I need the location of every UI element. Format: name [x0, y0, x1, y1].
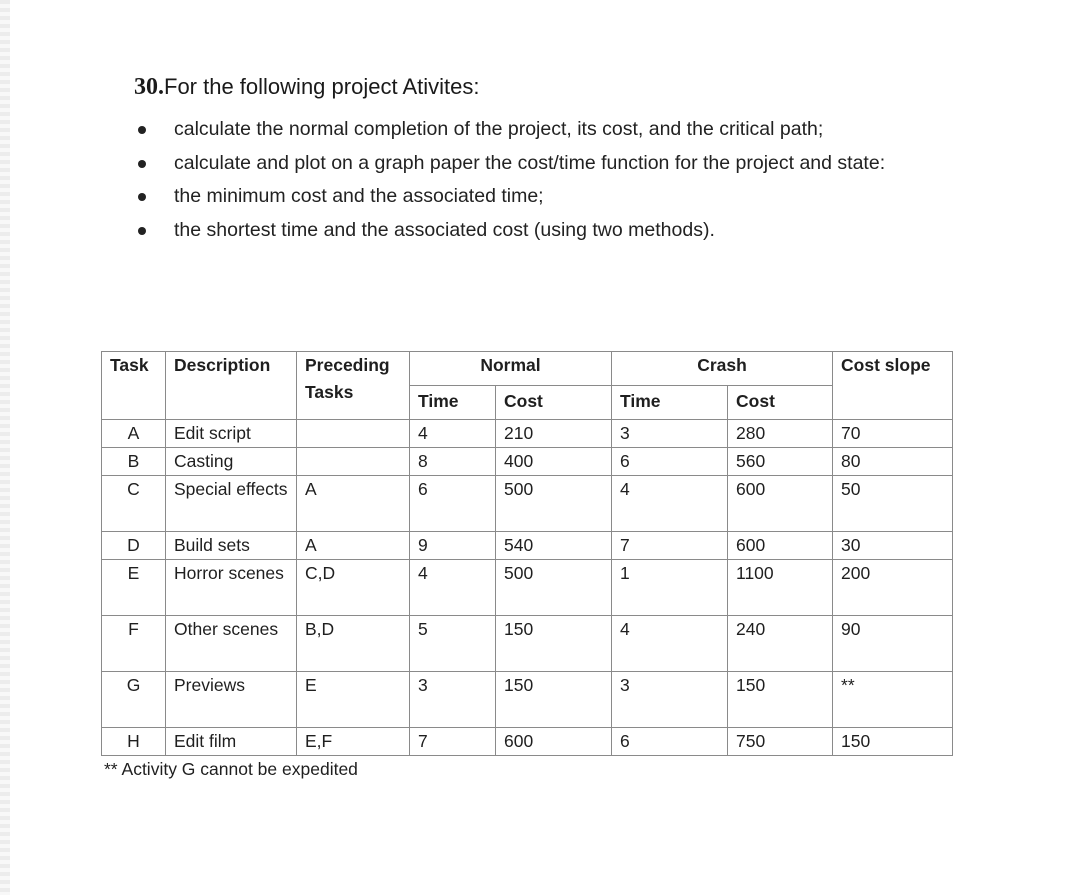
table-row	[102, 616, 953, 672]
instruction-item	[136, 113, 885, 147]
table-cell: Other scenes	[166, 616, 297, 672]
table-cell: 1	[612, 560, 728, 616]
table-header-row	[102, 352, 953, 386]
table-cell: 70	[833, 420, 953, 448]
instruction-item	[136, 147, 885, 181]
table-cell: E	[297, 672, 410, 728]
question-title-text: For the following project Ativites:	[164, 74, 480, 99]
instruction-item	[136, 214, 885, 248]
table-cell: H	[102, 728, 166, 756]
table-cell: 3	[410, 672, 496, 728]
table-cell: 150	[833, 728, 953, 756]
table-cell: C,D	[297, 560, 410, 616]
table-cell: G	[102, 672, 166, 728]
table-row	[102, 728, 953, 756]
table-cell: 4	[612, 616, 728, 672]
table-cell: 7	[410, 728, 496, 756]
table-cell: Edit film	[166, 728, 297, 756]
header-cost-slope: Cost slope	[833, 352, 953, 420]
table-cell: A	[297, 476, 410, 532]
table-cell: 80	[833, 448, 953, 476]
table-cell: 500	[496, 476, 612, 532]
table-cell: 600	[728, 532, 833, 560]
table-row	[102, 560, 953, 616]
table-cell: 50	[833, 476, 953, 532]
question-number: 30.	[134, 74, 164, 100]
table-cell: 6	[612, 448, 728, 476]
table-cell: 600	[728, 476, 833, 532]
instruction-text: the minimum cost and the associated time;	[174, 185, 544, 207]
table-cell: E,F	[297, 728, 410, 756]
table-cell: E	[102, 560, 166, 616]
instruction-text: calculate and plot on a graph paper the cost/time function for the project and state:	[174, 151, 886, 174]
footnote: ** Activity G cannot be expedited	[104, 759, 358, 779]
table-cell: 150	[496, 616, 612, 672]
table-cell: D	[102, 532, 166, 560]
header-normal: Normal	[410, 352, 612, 386]
table-row	[102, 532, 953, 560]
table-cell: 4	[410, 420, 496, 448]
table-cell: 3	[612, 420, 728, 448]
question-title	[134, 74, 479, 101]
table-cell: Previews	[166, 672, 297, 728]
header-crash-cost: Cost	[728, 386, 833, 420]
table-row	[102, 476, 953, 532]
header-crash-time: Time	[612, 386, 728, 420]
table-cell: 280	[728, 420, 833, 448]
table-cell: 30	[833, 532, 953, 560]
table-cell: Horror scenes	[166, 560, 297, 616]
table-cell: 210	[496, 420, 612, 448]
table-cell: 4	[410, 560, 496, 616]
header-description: Description	[166, 352, 297, 420]
table-cell: 500	[496, 560, 612, 616]
activities-table	[101, 351, 953, 756]
table-cell	[297, 448, 410, 476]
header-crash: Crash	[612, 352, 833, 386]
bullet-icon	[138, 160, 146, 168]
table-cell: 240	[728, 616, 833, 672]
table-cell: 5	[410, 616, 496, 672]
table-cell: 560	[728, 448, 833, 476]
bullet-icon	[138, 193, 146, 201]
bullet-icon	[138, 126, 146, 134]
table-cell: 4	[612, 476, 728, 532]
instruction-list	[136, 113, 885, 247]
table-cell: C	[102, 476, 166, 532]
table-cell: 150	[728, 672, 833, 728]
table-cell: 200	[833, 560, 953, 616]
table-cell: 150	[496, 672, 612, 728]
table-row	[102, 448, 953, 476]
table-cell: 9	[410, 532, 496, 560]
table-cell: Special effects	[166, 476, 297, 532]
table-cell: 7	[612, 532, 728, 560]
header-normal-time: Time	[410, 386, 496, 420]
header-task: Task	[102, 352, 166, 420]
bullet-icon	[138, 227, 146, 235]
table-cell: 8	[410, 448, 496, 476]
instruction-text: calculate the normal completion of the project, its cost, and the critical path;	[174, 118, 824, 140]
table-cell: B	[102, 448, 166, 476]
table-cell: A	[297, 532, 410, 560]
table-row	[102, 420, 953, 448]
table-cell: A	[102, 420, 166, 448]
table-cell: 3	[612, 672, 728, 728]
table-row	[102, 672, 953, 728]
page-edge	[0, 0, 10, 895]
table-cell: 1100	[728, 560, 833, 616]
table-cell: 90	[833, 616, 953, 672]
table-cell: F	[102, 616, 166, 672]
table-cell: Casting	[166, 448, 297, 476]
table-cell: 750	[728, 728, 833, 756]
table-cell: 540	[496, 532, 612, 560]
header-preceding: Preceding Tasks	[297, 352, 410, 420]
table-cell: 400	[496, 448, 612, 476]
table-cell: 6	[410, 476, 496, 532]
instruction-text: the shortest time and the associated cost (using two methods).	[174, 218, 715, 241]
table-cell: 600	[496, 728, 612, 756]
table-cell: Build sets	[166, 532, 297, 560]
instruction-item	[136, 180, 885, 214]
table-cell: B,D	[297, 616, 410, 672]
table-cell: Edit script	[166, 420, 297, 448]
header-normal-cost: Cost	[496, 386, 612, 420]
table-cell: **	[833, 672, 953, 728]
table-cell	[297, 420, 410, 448]
table-cell: 6	[612, 728, 728, 756]
